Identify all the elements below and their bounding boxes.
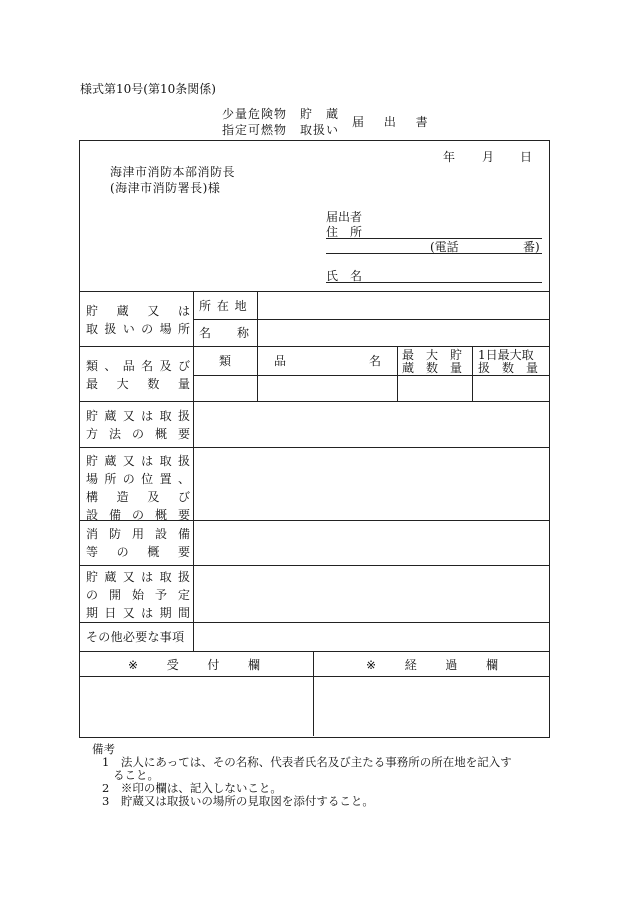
item-name-field[interactable] — [261, 381, 393, 395]
location-field[interactable] — [262, 300, 542, 313]
col-item-header: 品 — [274, 354, 287, 368]
category-divider-2 — [397, 346, 398, 401]
category-mid-line — [193, 375, 549, 376]
note-item-1-continued: ること。 — [113, 768, 159, 782]
category-divider-1 — [257, 346, 258, 401]
phone-field[interactable] — [464, 241, 520, 253]
progress-column-label: ※ 経 過 欄 — [366, 658, 498, 672]
place-row-label: 貯 蔵 又 は 取 扱 い の 場 所 — [86, 304, 190, 336]
title-suffix: 届 出 書 — [352, 115, 436, 129]
title-line-2: 指定可燃物 取扱い — [222, 123, 340, 137]
col-daily-header-2: 扱 数 量 — [478, 361, 539, 375]
table-top-line — [79, 291, 549, 292]
phone-underline — [326, 253, 542, 254]
date-month-label: 月 — [482, 150, 495, 164]
method-field[interactable] — [198, 410, 542, 440]
period-row-label: 貯 蔵 又 は 取 扱 の 開 始 予 定 期 日 又 は 期 間 — [86, 570, 190, 620]
other-row-label: その他必要な事項 — [86, 630, 185, 644]
facility-name-field[interactable] — [262, 327, 542, 340]
col-daily-header-1: 1日最大取 — [478, 348, 534, 362]
applicant-heading: 届出者 — [326, 210, 363, 224]
method-bottom-line — [79, 447, 549, 448]
col-max-storage-header-1: 最 大 貯 — [402, 348, 463, 362]
date-day-label: 日 — [520, 150, 533, 164]
category-divider-3 — [472, 346, 473, 401]
place-bottom-line — [79, 346, 549, 347]
place-mid-line — [193, 319, 549, 320]
location-label: 所 在 地 — [199, 299, 248, 313]
fire-bottom-line — [79, 565, 549, 566]
label-column-divider — [193, 291, 194, 651]
name-label: 氏 名 — [326, 269, 363, 283]
address-label: 住 所 — [326, 225, 363, 239]
col-max-storage-header-2: 蔵 数 量 — [402, 361, 463, 375]
name-field[interactable] — [370, 270, 540, 282]
note-item-2: 2 ※印の欄は、記入しないこと。 — [102, 781, 282, 795]
phone-suffix: 番) — [523, 240, 540, 254]
note-item-3: 3 貯蔵又は取扱いの場所の見取図を添付すること。 — [102, 794, 374, 808]
other-bottom-line — [79, 651, 549, 652]
address-underline — [326, 238, 542, 239]
period-field[interactable] — [198, 571, 542, 615]
facility-row-label: 貯 蔵 又 は 取 扱 場 所 の 位 置 、 構 造 及 び 設 備 の 概 要 — [86, 454, 190, 522]
form-number: 様式第10号(第10条関係) — [80, 82, 216, 96]
title-line-1: 少量危険物 貯 蔵 — [222, 107, 340, 121]
category-bottom-line — [79, 401, 549, 402]
fire-equipment-row-label: 消 防 用 設 備 等 の 概 要 — [86, 527, 190, 559]
notes-heading: 備考 — [92, 742, 115, 756]
name-underline — [326, 282, 542, 283]
fire-equipment-field[interactable] — [198, 528, 542, 558]
place-inner-divider — [257, 291, 258, 346]
col-type-header: 類 — [219, 354, 232, 368]
category-row-label: 類 、 品 名 及 び 最 大 数 量 — [86, 359, 190, 391]
facility-name-label: 名 称 — [199, 326, 249, 340]
address-field[interactable] — [370, 226, 540, 238]
reception-header-line — [79, 676, 549, 677]
period-bottom-line — [79, 622, 549, 623]
type-field[interactable] — [197, 381, 253, 395]
other-field[interactable] — [198, 629, 542, 645]
date-year-label: 年 — [443, 150, 456, 164]
addressee-line-1: 海津市消防本部消防長 — [110, 165, 236, 179]
phone-label: (電話 — [430, 240, 459, 254]
note-item-1: 1 法人にあっては、その名称、代表者氏名及び主たる事務所の所在地を記入す — [102, 755, 512, 769]
addressee-line-2: (海津市消防署長)様 — [110, 181, 221, 195]
max-storage-field[interactable] — [401, 381, 468, 395]
reception-divider — [313, 651, 314, 736]
facility-field[interactable] — [198, 455, 542, 513]
receipt-column-label: ※ 受 付 欄 — [128, 658, 260, 672]
daily-max-field[interactable] — [476, 381, 544, 395]
col-name-header: 名 — [369, 354, 382, 368]
method-row-label: 貯 蔵 又 は 取 扱 方 法 の 概 要 — [86, 409, 190, 441]
